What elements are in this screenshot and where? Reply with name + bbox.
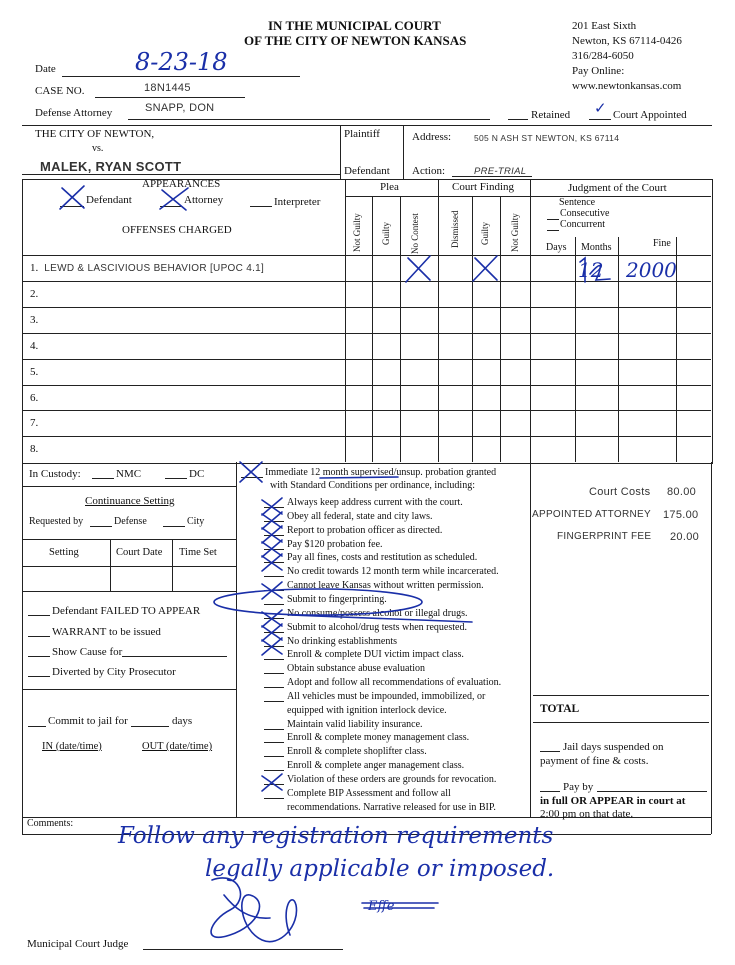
case-no-label: CASE NO. <box>35 85 85 97</box>
x-mark-no-contest <box>406 256 430 282</box>
probation-condition: equipped with ignition interlock device. <box>287 704 447 716</box>
comment-line-2: legally applicable or imposed. <box>205 856 555 882</box>
x-mark-defendant <box>60 186 84 209</box>
total-label: TOTAL <box>540 703 580 715</box>
probation-condition: Always keep address current with the court. <box>287 497 463 508</box>
probation-condition: Maintain valid liability insurance. <box>287 718 423 730</box>
court-costs-label: Court Costs <box>589 486 651 498</box>
case-no-value: 18N1445 <box>144 82 191 94</box>
probation-condition: No credit towards 12 month term while incarcerated. <box>287 566 499 578</box>
pay-online-label: Pay Online: <box>572 65 625 77</box>
continuance-setting-label: Continuance Setting <box>85 495 175 507</box>
failed-to-appear-label: Defendant FAILED TO APPEAR <box>52 605 201 617</box>
city-label: City <box>187 516 205 527</box>
diverted-label: Diverted by City Prosecutor <box>52 666 176 678</box>
days-col-label: Days <box>546 242 567 253</box>
court-website: www.newtonkansas.com <box>572 80 682 92</box>
nmc-label: NMC <box>116 468 142 480</box>
probation-condition: Violation of these orders are grounds for revocation. <box>287 774 497 785</box>
court-finding-label: Court Finding <box>452 181 515 193</box>
jail-suspended-line2: payment of fine & costs. <box>540 755 649 767</box>
requested-by-label: Requested by <box>29 516 84 527</box>
probation-condition: No drinking establishments <box>287 635 397 647</box>
probation-intro-1: Immediate 12 month supervised/unsup. probation granted <box>265 467 497 478</box>
offense-number: 2. <box>30 287 39 300</box>
offense-1-fine: 2000 <box>626 258 677 282</box>
probation-condition: Enroll & complete anger management class. <box>287 760 465 772</box>
address-value: 505 N ASH ST NEWTON, KS 67114 <box>474 133 620 143</box>
vs-label: vs. <box>92 143 104 154</box>
court-date-label: Court Date <box>116 547 163 558</box>
probation-intro-2: with Standard Conditions per ordinance, including: <box>270 480 475 491</box>
days-label: days <box>172 715 193 727</box>
probation-condition: Submit to fingerprinting. <box>287 593 387 605</box>
probation-condition: All vehicles must be impounded, immobilized, or <box>287 690 486 702</box>
app-attorney-label: Attorney <box>184 194 224 206</box>
commit-to-jail-label: Commit to jail for <box>48 715 128 727</box>
retained-label: Retained <box>531 109 571 121</box>
col-not-guilty: Not Guilty <box>352 213 362 252</box>
probation-condition: Obtain substance abuse evaluation <box>287 663 426 675</box>
in-full-line2: 2:00 pm on that date. <box>540 808 634 820</box>
fingerprint-fee-label: FINGERPRINT FEE <box>557 531 652 542</box>
probation-condition: Pay all fines, costs and restitution as scheduled. <box>287 552 478 564</box>
months-col-label: Months <box>581 242 612 253</box>
x-mark-probation <box>240 462 262 482</box>
warrant-label: WARRANT to be issued <box>52 626 161 638</box>
court-address2: Newton, KS 67114-0426 <box>572 35 682 47</box>
app-defendant-label: Defendant <box>86 194 132 206</box>
in-full-line1: in full OR APPEAR in court at <box>540 795 686 807</box>
col-guilty: Guilty <box>381 221 391 245</box>
offense-number: 8. <box>30 443 39 456</box>
show-cause-label: Show Cause for <box>52 646 123 658</box>
in-custody-label: In Custody: <box>29 468 81 480</box>
col-guilty-finding: Guilty <box>480 221 490 245</box>
app-interpreter-label: Interpreter <box>274 196 321 208</box>
offense-number: 5. <box>30 365 39 378</box>
col-no-contest: No Contest <box>410 213 420 254</box>
x-mark-attorney <box>160 188 188 210</box>
offense-1-months: 12 <box>578 258 604 282</box>
offense-number: 7. <box>30 417 39 430</box>
offense-number: 3. <box>30 313 39 326</box>
dc-label: DC <box>189 468 205 480</box>
probation-condition: Enroll & complete DUI victim impact class. <box>287 649 464 661</box>
defendant-name: MALEK, RYAN SCOTT <box>40 159 182 174</box>
probation-condition: Adopt and follow all recommendations of evaluation. <box>287 677 502 689</box>
judgment-label: Judgment of the Court <box>568 182 667 194</box>
judge-signature <box>211 878 296 942</box>
probation-condition: Enroll & complete money management class. <box>287 732 470 744</box>
plaintiff-label: Plaintiff <box>344 128 380 140</box>
setting-label: Setting <box>49 547 79 558</box>
pay-by-label: Pay by <box>563 781 594 793</box>
out-date-time-label: OUT (date/time) <box>142 741 213 752</box>
in-date-time-label: IN (date/time) <box>42 741 102 752</box>
city-plaintiff: THE CITY OF NEWTON, <box>35 128 155 140</box>
offenses-charged-label: OFFENSES CHARGED <box>122 224 232 236</box>
defense-label: Defense <box>114 516 147 527</box>
struck-text: Effe <box>368 899 395 914</box>
appearances-label: APPEARANCES <box>142 178 221 190</box>
comment-line-1: Follow any registration requirements <box>118 823 554 849</box>
fine-col-label: Fine <box>653 238 671 249</box>
comments-label: Comments: <box>27 818 74 829</box>
address-label: Address: <box>412 131 452 143</box>
appointed-attorney-label: APPOINTED ATTORNEY <box>532 509 651 520</box>
defense-attorney-label: Defense Attorney <box>35 107 113 119</box>
court-title-line2: OF THE CITY OF NEWTON KANSAS <box>244 33 467 48</box>
probation-condition: Cannot leave Kansas without written permission. <box>287 580 484 592</box>
col-not-guilty-finding: Not Guilty <box>510 213 520 252</box>
probation-condition: Report to probation officer as directed. <box>287 524 443 536</box>
time-set-label: Time Set <box>179 547 217 558</box>
action-value: PRE-TRIAL <box>474 166 527 177</box>
jail-suspended-line1: Jail days suspended on <box>563 741 664 753</box>
offense-number: 4. <box>30 339 39 352</box>
date-label: Date <box>35 63 56 75</box>
fingerprint-fee-value: 20.00 <box>670 531 700 543</box>
court-phone: 316/284-6050 <box>572 50 634 62</box>
plea-label: Plea <box>380 181 399 193</box>
probation-condition: Pay $120 probation fee. <box>287 538 383 550</box>
appointed-attorney-value: 175.00 <box>663 509 699 521</box>
court-appointed-label: Court Appointed <box>613 109 687 121</box>
x-mark-guilty <box>473 256 497 281</box>
concurrent-label: Concurrent <box>560 219 605 230</box>
defendant-label: Defendant <box>344 165 390 177</box>
judge-label: Municipal Court Judge <box>27 938 129 950</box>
probation-condition: recommendations. Narrative released for use in BIP. <box>287 801 496 813</box>
probation-condition: Obey all federal, state and city laws. <box>287 510 433 522</box>
consecutive-label: Consecutive <box>560 208 610 219</box>
defense-attorney-value: SNAPP, DON <box>145 102 215 114</box>
probation-condition: No consume/possess alcohol or illegal drugs. <box>287 607 468 619</box>
action-label: Action: <box>412 165 445 177</box>
offense-number: 1. <box>30 262 39 274</box>
court-title-line1: IN THE MUNICIPAL COURT <box>268 18 441 33</box>
probation-condition: Enroll & complete shoplifter class. <box>287 746 427 758</box>
check-mark-icon: ✓ <box>594 99 607 117</box>
offense-text: LEWD & LASCIVIOUS BEHAVIOR [UPOC 4.1] <box>44 263 265 274</box>
col-dismissed: Dismissed <box>450 210 460 248</box>
court-costs-value: 80.00 <box>667 486 697 498</box>
probation-condition: Complete BIP Assessment and follow all <box>287 787 451 799</box>
sentence-label: Sentence <box>559 197 596 208</box>
date-value: 8-23-18 <box>135 48 228 76</box>
court-address1: 201 East Sixth <box>572 20 637 32</box>
probation-condition: Submit to alcohol/drug tests when requested. <box>287 621 467 633</box>
offense-number: 6. <box>30 391 39 404</box>
